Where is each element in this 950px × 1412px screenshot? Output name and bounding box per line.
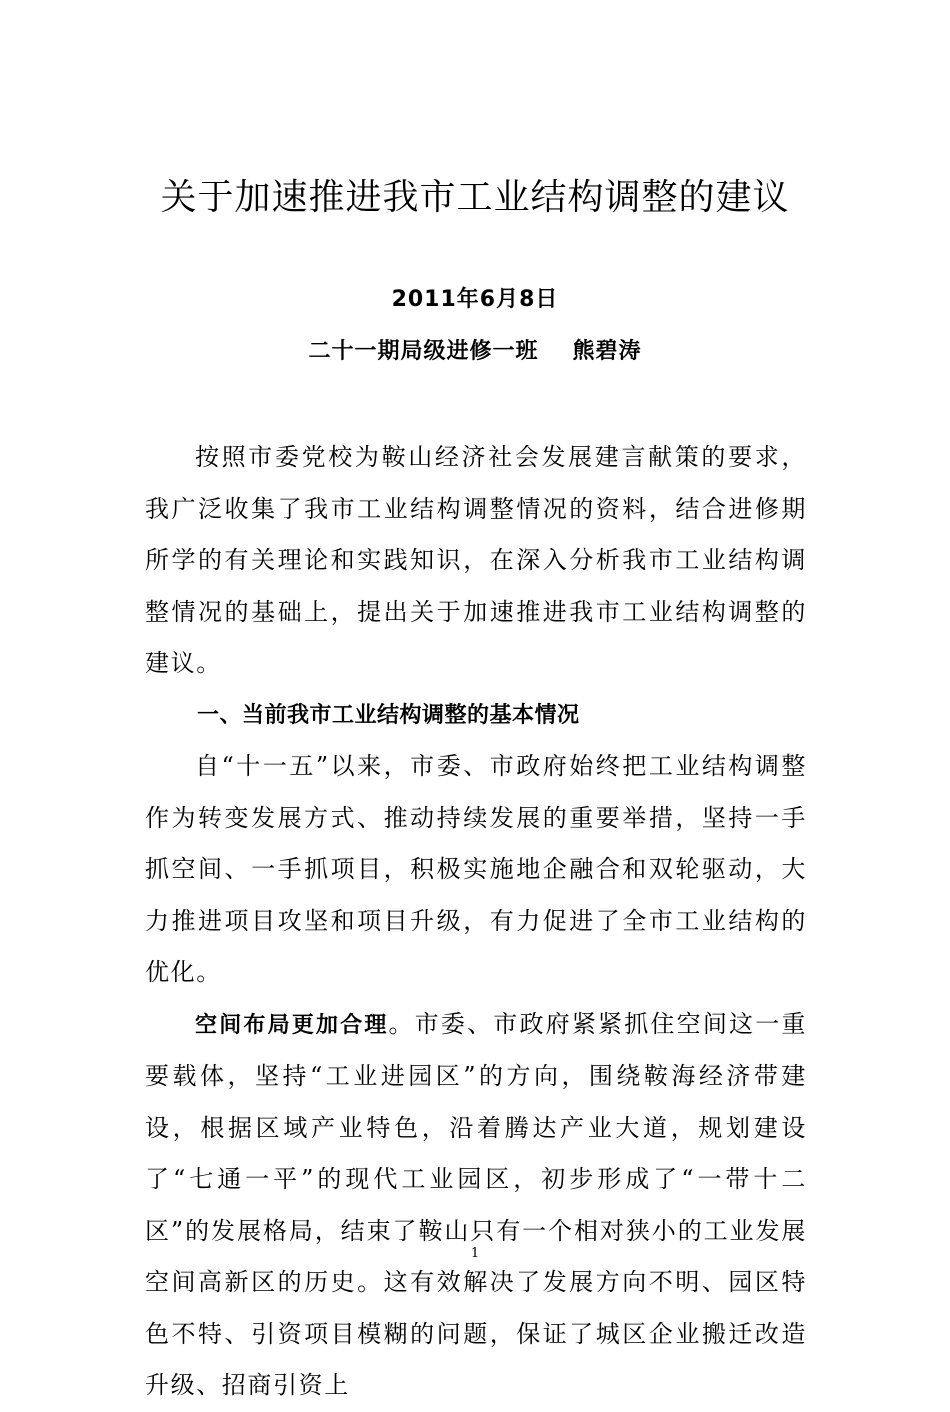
author-class: 二十一期局级进修一班	[308, 339, 539, 364]
document-date: 2011年6月8日	[391, 287, 559, 312]
page-number: 1	[470, 1246, 480, 1261]
body-paragraph: 自“十一五”以来，市委、市政府始终把工业结构调整作为转变发展方式、推动持续发展的重要举措，坚持一手抓空间、一手抓项目，积极实施地企融合和双轮驱动，大力推进项目攻坚和项目升级，有力促进了全市工业结构的优化。	[145, 752, 807, 986]
author-line	[0, 334, 950, 370]
paragraph-lead-heading: 空间布局更加合理	[195, 1012, 389, 1038]
body-paragraph	[145, 999, 807, 1412]
document-body	[145, 432, 807, 1412]
author-name: 熊碧涛	[572, 339, 642, 364]
section-heading: 一、当前我市工业结构调整的基本情况	[197, 702, 580, 728]
paragraph-text: 。市委、市政府紧紧抓住空间这一重要载体，坚持“工业进园区”的方向，围绕鞍海经济带建设，根据区域产业特色，沿着腾达产业大道，规划建设了“七通一平”的现代工业园区，初步形成了“一带十二区”的发展格局，结束了鞍山只有一个相对狭小的工业发展空间高新区的历史。这有效解决了发展方向不明、园区特色不特、引资项目模糊的问题，保证了城区企业搬迁改造升级、招商引资上	[145, 1009, 807, 1399]
document-title: 关于加速推进我市工业结构调整的建议	[160, 177, 790, 218]
intro-paragraph: 按照市委党校为鞍山经济社会发展建言献策的要求，我广泛收集了我市工业结构调整情况的资料，结合进修期所学的有关理论和实践知识，在深入分析我市工业结构调整情况的基础上，提出关于加速推进我市工业结构调整的建议。	[145, 443, 807, 677]
